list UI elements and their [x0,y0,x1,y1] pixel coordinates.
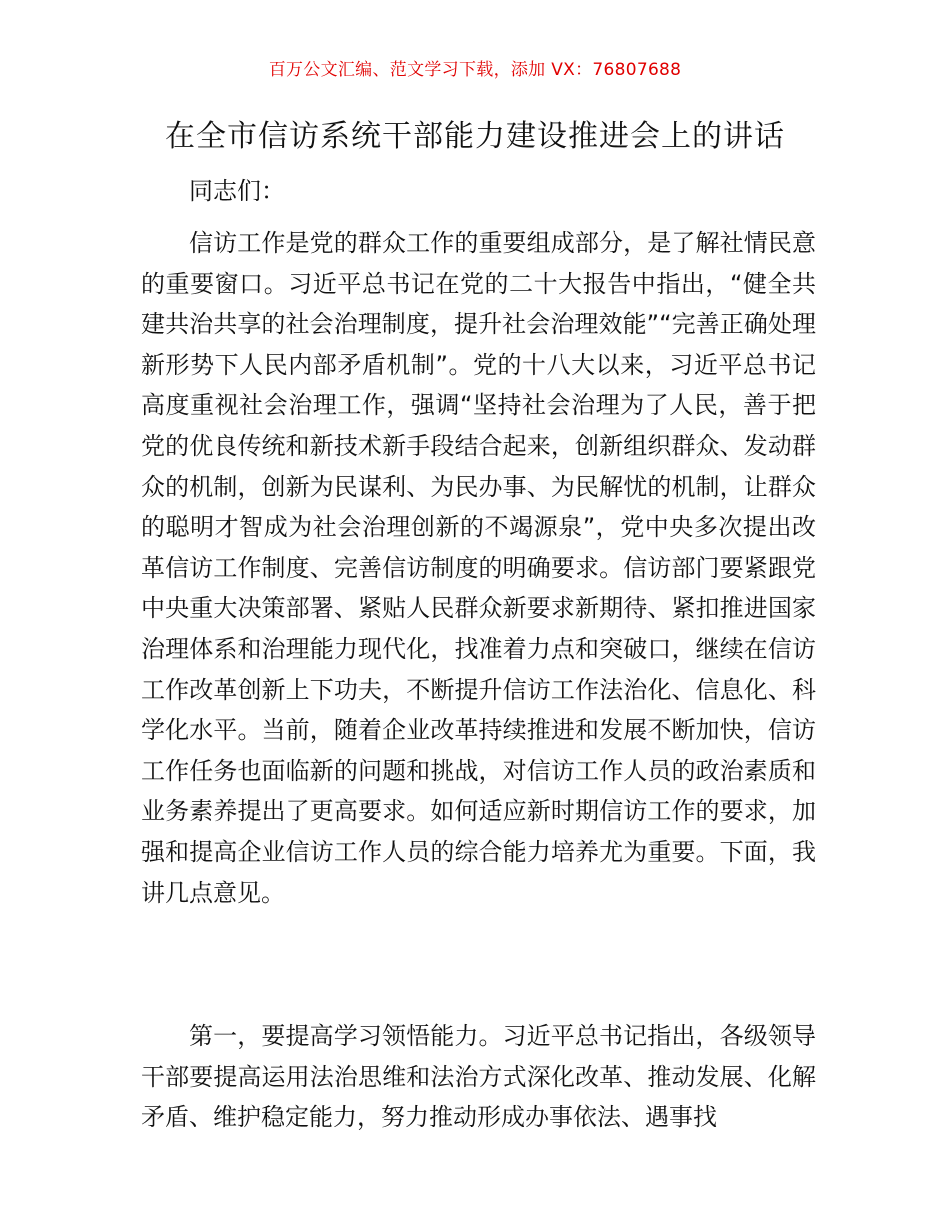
header-note: 百万公文汇编、范文学习下载，添加 VX：76807688 [268,60,682,80]
document-title: 在全市信访系统干部能力建设推进会上的讲话 [165,119,785,154]
paragraph: 信访工作是党的群众工作的重要组成部分，是了解社情民意的重要窗口。习近平总书记在党的二十大报告中指出，“健全共建共治共享的社会治理制度，提升社会治理效能”“完善正确处理新形势下人民内部矛盾机制”。党的十八大以来，习近平总书记高度重视社会治理工作，强调“坚持社会治理为了人民，善于把党的优良传统和新技术新手段结合起来，创新组织群众、发动群众的机制，创新为民谋利、为民办事、为民解忧的机制，让群众的聪明才智成为社会治理创新的不竭源泉”，党中央多次提出改革信访工作制度、完善信访制度的明确要求。信访部门要紧跟党中央重大决策部署、紧贴人民群众新要求新期待、紧扣推进国家治理体系和治理能力现代化，找准着力点和突破口，继续在信访工作改革创新上下功夫，不断提升信访工作法治化、信息化、科学化水平。当前，随着企业改革持续推进和发展不断加快，信访工作任务也面临新的问题和挑战，对信访工作人员的政治素质和业务素养提出了更高要求。如何适应新时期信访工作的要求，加强和提高企业信访工作人员的综合能力培养尤为重要。下面，我讲几点意见。 [141,229,816,907]
salutation: 同志们： [189,177,285,205]
paragraph: 第一，要提高学习领悟能力。习近平总书记指出，各级领导干部要提高运用法治思维和法治方式深化改革、推动发展、化解矛盾、维护稳定能力，努力推动形成办事依法、遇事找 [141,1022,816,1132]
